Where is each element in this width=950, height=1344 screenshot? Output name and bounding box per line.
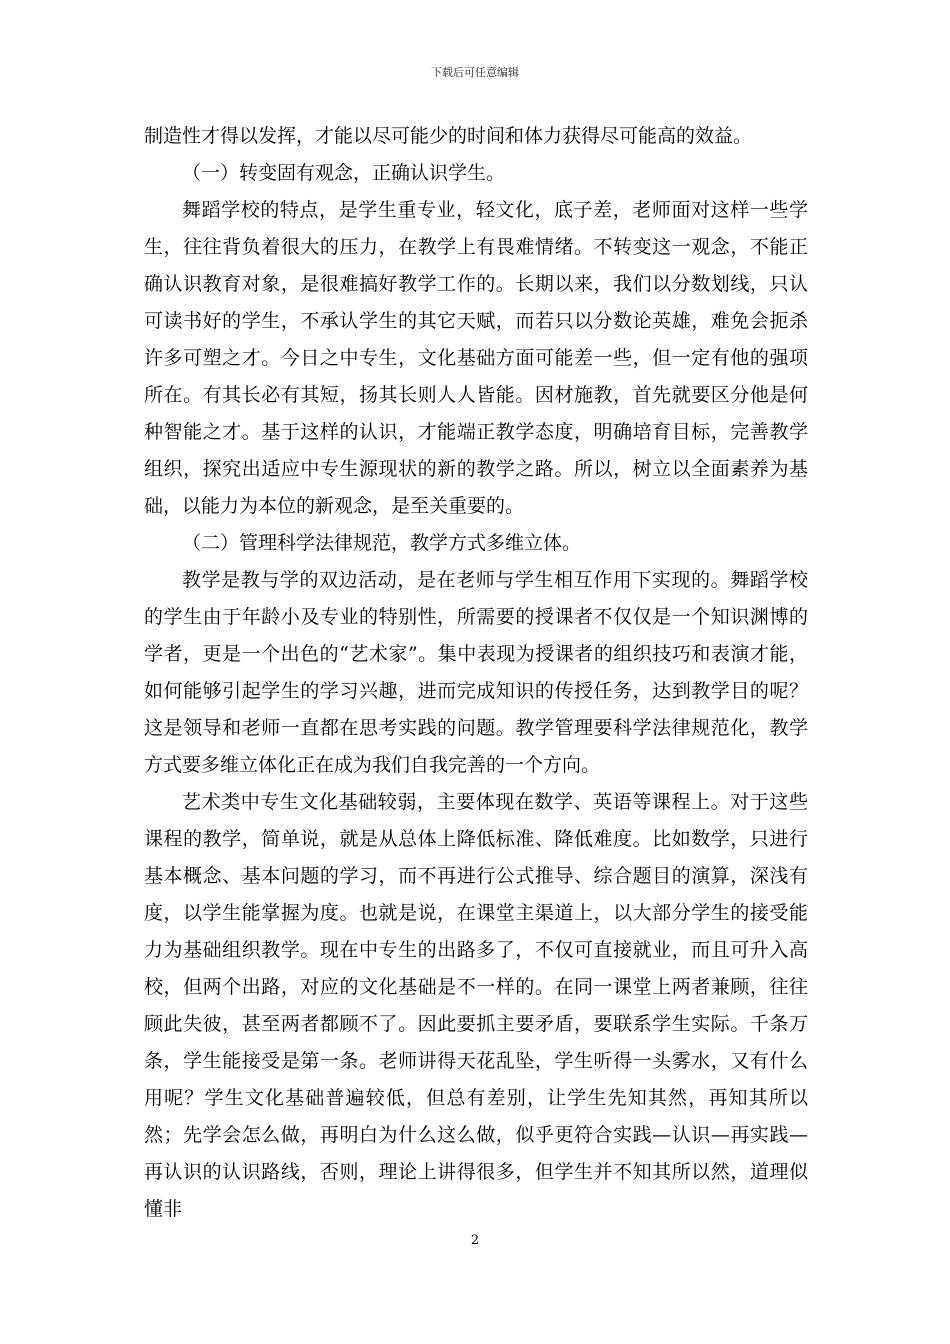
section-heading-1: （一）转变固有观念，正确认识学生。 xyxy=(182,162,506,184)
paragraph: 教学是教与学的双边活动，是在老师与学生相互作用下实现的。舞蹈学校的学生由于年龄小及专业的特别性，所需要的授课者不仅仅是一个知识渊博的学者，更是一个出色的“艺术家”。集中表现为授课者的组织技巧和表演才能，如何能够引起学生的学习兴趣，进而完成知识的传授任务，达到教学目的呢？这是领导和老师一直都在思考实践的问题。教学管理要科学法律规范化，教学方式要多维立体化正在成为我们自我完善的一个方向。 xyxy=(144,569,808,776)
paragraph: 舞蹈学校的特点，是学生重专业，轻文化，底子差，老师面对这样一些学生，往往背负着很大的压力，在教学上有畏难情绪。不转变这一观念，不能正确认识教育对象，是很难搞好教学工作的。长期以来，我们以分数划线，只认可读书好的学生，不承认学生的其它天赋，而若只以分数论英雄，难免会扼杀许多可塑之才。今日之中专生，文化基础方面可能差一些，但一定有他的强项所在。有其长必有其短，扬其长则人人皆能。因材施教，首先就要区分他是何种智能之才。基于这样的认识，才能端正教学态度，明确培育目标，完善教学组织，探究出适应中专生源现状的新的教学之路。所以，树立以全面素养为基础，以能力为本位的新观念，是至关重要的。 xyxy=(144,199,808,517)
page-number: 2 xyxy=(470,1233,480,1248)
paragraph-continuation: 制造性才得以发挥，才能以尽可能少的时间和体力获得尽可能高的效益。 xyxy=(144,125,753,147)
page-header: 下载后可任意编辑 xyxy=(431,66,519,79)
section-heading-2: （二）管理科学法律规范，教学方式多维立体。 xyxy=(182,532,582,554)
document-body xyxy=(144,118,808,1228)
paragraph: 艺术类中专生文化基础较弱，主要体现在数学、英语等课程上。对于这些课程的教学，简单说，就是从总体上降低标准、降低难度。比如数学，只进行基本概念、基本问题的学习，而不再进行公式推导、综合题目的演算，深浅有度，以学生能掌握为度。也就是说，在课堂主渠道上，以大部分学生的接受能力为基础组织教学。现在中专生的出路多了，不仅可直接就业，而且可升入高校，但两个出路，对应的文化基础是不一样的。在同一课堂上两者兼顾，往往顾此失彼，甚至两者都顾不了。因此要抓主要矛盾，要联系学生实际。千条万条，学生能接受是第一条。老师讲得天花乱坠，学生听得一头雾水，又有什么用呢？学生文化基础普遍较低，但总有差别，让学生先知其然，再知其所以然；先学会怎么做，再明白为什么这么做，似乎更符合实践—认识—再实践—再认识的认识路线，否则，理论上讲得很多，但学生并不知其所以然，道理似懂非 xyxy=(144,791,808,1220)
